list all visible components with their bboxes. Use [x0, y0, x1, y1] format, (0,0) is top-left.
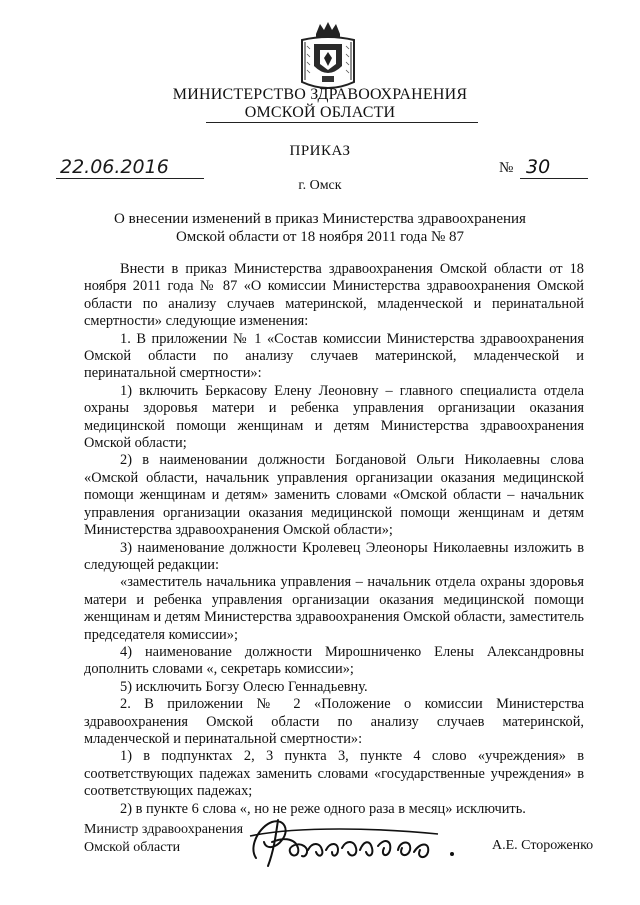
body-paragraph: 2) в пункте 6 слова «, но не реже одного раза в месяц» исключить.: [120, 800, 526, 817]
body-paragraph: 4) наименование должности Мирошниченко Елены Александровны дополнить словами «, секретарь комиссии»;: [84, 643, 584, 678]
body-paragraph: 1. В приложении № 1 «Состав комиссии Министерства здравоохранения Омской области по анализу случаев материнской, младенческой и перинатальной смертности»:: [84, 330, 584, 382]
handwritten-signature: [238, 806, 468, 876]
signatory-title: [84, 821, 243, 857]
body-paragraph: Внести в приказ Министерства здравоохранения Омской области от 18 ноября 2011 года № 87 «О комиссии Министерства здравоохранения Омской области по анализу случаев материнской, младенческой и перинатальной смертности» следующие изменения:: [84, 261, 584, 330]
body-paragraph: 1) в подпунктах 2, 3 пункта 3, пункте 4 слово «учреждения» в соответствующих падежах заменить словами «государственные учреждения» в соответствующих падежах;: [84, 748, 584, 800]
body-paragraph: 2. В приложении № 2 «Положение о комиссии Министерства здравоохранения Омской области по анализу случаев материнской, младенческой и перинатальной смертности»:: [84, 696, 584, 747]
order-number: 30: [520, 156, 588, 179]
ministry-name-line1: МИНИСТЕРСТВО ЗДРАВООХРАНЕНИЯ: [172, 86, 468, 103]
signatory-name: А.Е. Стороженко: [492, 838, 594, 853]
order-number-label: №: [499, 160, 514, 176]
ministry-name: [0, 86, 640, 122]
order-body: [84, 261, 584, 818]
body-paragraph: 2) в наименовании должности Богдановой Ольги Николаевны слова «Омской области, начальник управления организации оказания медицинской помощи женщинам и детям» заменить словами «Омской области – начальник управления организации оказания медицинской помощи женщинам и детям Министерства здравоохранения Омской области»;: [84, 452, 584, 539]
header-divider: [206, 122, 478, 123]
body-paragraph: 3) наименование должности Кролевец Элеоноры Николаевны изложить в следующей редакции:: [84, 539, 584, 573]
order-subject-line1: О внесении изменений в приказ Министерства здравоохранения: [114, 211, 526, 227]
order-subject-line2: Омской области от 18 ноября 2011 года № 87: [175, 229, 465, 245]
signatory-title-line1: Министр здравоохранения: [84, 822, 244, 837]
omsk-coat-of-arms-icon: [296, 20, 360, 94]
document-type: ПРИКАЗ: [289, 143, 351, 159]
ministry-name-line2: ОМСКОЙ ОБЛАСТИ: [244, 104, 396, 121]
body-paragraph: 1) включить Беркасову Елену Леоновну – главного специалиста отдела охраны здоровья матери и ребенка управления организации оказания медицинской помощи женщинам и детям Министерства здравоохранения Омской области;: [84, 382, 584, 452]
city: г. Омск: [298, 178, 342, 193]
body-paragraph: 5) исключить Богзу Олесю Геннадьевну.: [120, 678, 368, 695]
order-subject: [100, 210, 540, 246]
order-date: 22.06.2016: [56, 156, 204, 179]
body-paragraph: «заместитель начальника управления – начальник отдела охраны здоровья матери и ребенка управления организации оказания медицинской помощи женщинам и детям Министерства здравоохранения Омской области, заместитель председателя комиссии»;: [84, 574, 584, 643]
signatory-title-line2: Омской области: [84, 840, 181, 855]
